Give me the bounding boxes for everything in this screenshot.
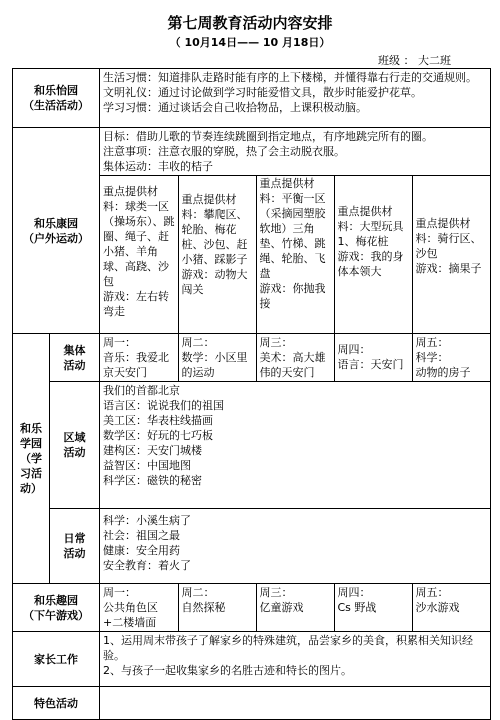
outdoor-area: 重点提供材料：平衡一区（采摘园塑胶软地）三角垫、竹梯、跳绳、轮胎、飞盘 游戏：你抛我接	[256, 176, 334, 334]
afternoon-day: 周三： 亿童游戏	[256, 584, 334, 631]
area-label: 区域 活动	[50, 382, 100, 509]
outdoor-title: 和乐康园 （户外运动）	[13, 128, 100, 334]
area-item: 科学区：磁铁的秘密	[103, 474, 202, 487]
area-item: 我们的首都北京	[103, 384, 180, 397]
afternoon-day: 周一： 公共角色区+二楼墙面	[103, 586, 158, 629]
outdoor-note: 注意事项：注意衣服的穿脱，热了会主动脱衣服。	[103, 145, 345, 158]
area-content	[100, 382, 491, 509]
class-label: 班级 ： 大二班	[378, 54, 451, 67]
collective-content	[100, 334, 491, 382]
daily-item: 安全教育：着火了	[103, 559, 191, 572]
weekly-plan-table	[12, 68, 491, 720]
learning-daily-row	[13, 509, 491, 584]
area-item: 语言区：说说我们的祖国	[103, 399, 224, 412]
outdoor-area: 重点提供材料：骑行区、沙包 游戏：摘果子	[412, 176, 490, 334]
outdoor-goal: 目标：借助儿歌的节奏连续跳圈到指定地点，有序地跳完所有的圈。	[103, 130, 433, 143]
parents-item: 2、与孩子一起收集家乡的名胜古迹和特长的图片。	[103, 664, 352, 677]
daily-item: 科学：小溪生病了	[103, 514, 191, 527]
afternoon-row	[13, 584, 491, 632]
life-row	[13, 69, 491, 128]
area-item: 美工区：华表柱线描画	[103, 414, 213, 427]
outdoor-row	[13, 128, 491, 334]
collective-label: 集体 活动	[50, 334, 100, 382]
parents-title: 家长工作	[13, 632, 100, 687]
collective-day: 周三： 美术：高大雄伟的天安门	[256, 334, 334, 381]
daily-content	[100, 509, 491, 584]
page-title: 第七周教育活动内容安排	[167, 14, 333, 32]
afternoon-title: 和乐趣园 （下午游戏）	[13, 584, 100, 632]
area-item: 数学区：好玩的七巧板	[103, 429, 213, 442]
outdoor-area: 重点提供材料：攀爬区、轮胎、梅花桩、沙包、赶小猪、踩影子 游戏：动物大闯关	[178, 176, 256, 334]
daily-item: 健康：安全用药	[103, 544, 180, 557]
learning-title: 和乐 学园 （学 习活 动）	[13, 334, 50, 584]
learning-collective-row	[13, 334, 491, 382]
afternoon-content	[100, 584, 491, 632]
afternoon-day: 周五： 沙水游戏	[412, 584, 490, 631]
parents-item: 1、运用周末带孩子了解家乡的特殊建筑，品尝家乡的美食，积累相关知识经验。	[103, 634, 473, 662]
special-content	[100, 687, 491, 720]
collective-day: 周一： 音乐：我爱北京天安门	[103, 336, 169, 379]
area-item: 益智区：中国地图	[103, 459, 191, 472]
afternoon-day: 周四： Cs 野战	[334, 584, 412, 631]
parents-row	[13, 632, 491, 687]
life-item: 生活习惯：知道排队走路时能有序的上下楼梯，并懂得靠右行走的交通规则。	[103, 71, 477, 84]
collective-day: 周四： 语言：天安门	[334, 334, 412, 381]
life-item: 文明礼仪：通过讨论做到学习时能爱惜文具，散步时能爱护花草。	[103, 86, 422, 99]
life-item: 学习习惯：通过谈话会自己收拾物品，上课积极动脑。	[103, 101, 367, 114]
life-content	[100, 69, 491, 128]
date-range: （ 10月14日—— 10 月18日）	[169, 36, 331, 49]
collective-day: 周二： 数学：小区里的运动	[178, 334, 256, 381]
outdoor-area: 重点提供材料：球类一区（操场东）、跳圈、绳子、赶小猪、羊角球、高跷、沙包 游戏：左右转弯走	[103, 185, 175, 318]
special-row	[13, 687, 491, 720]
daily-item: 社会：祖国之最	[103, 529, 180, 542]
area-item: 建构区：天安门城楼	[103, 444, 202, 457]
life-title: 和乐怡园 （生活活动）	[13, 69, 100, 128]
outdoor-area: 重点提供材料：大型玩具1、梅花桩 游戏：我的身体本领大	[334, 176, 412, 334]
afternoon-day: 周二： 自然探秘	[178, 584, 256, 631]
learning-area-row	[13, 382, 491, 509]
daily-label: 日常 活动	[50, 509, 100, 584]
parents-content	[100, 632, 491, 687]
outdoor-content	[100, 128, 491, 334]
collective-day: 周五： 科学： 动物的房子	[412, 334, 490, 381]
outdoor-group: 集体运动：丰收的桔子	[103, 160, 213, 173]
special-title: 特色活动	[13, 687, 100, 720]
